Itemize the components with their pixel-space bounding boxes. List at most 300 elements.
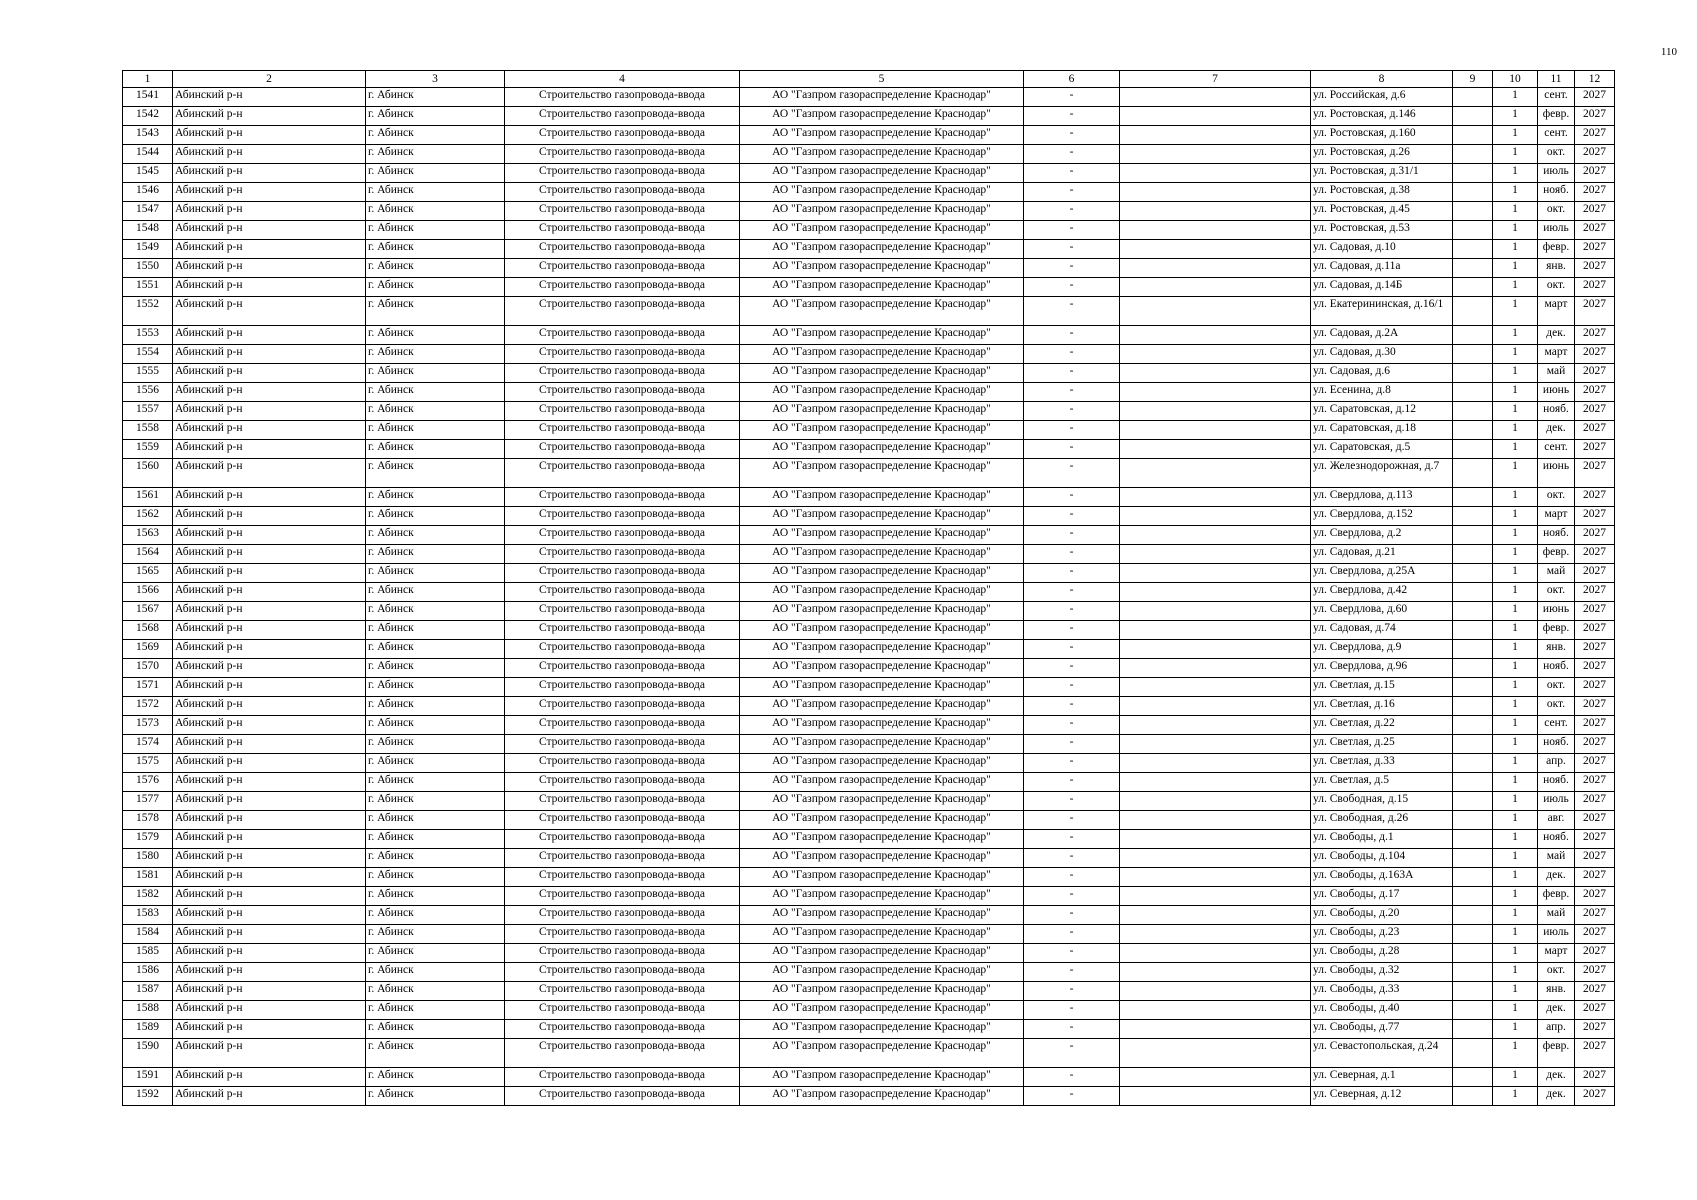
cell-organization: АО "Газпром газораспределение Краснодар" xyxy=(740,792,1024,811)
cell-settlement: г. Абинск xyxy=(366,830,505,849)
cell-quantity: 1 xyxy=(1493,488,1538,507)
table-row xyxy=(123,1068,1615,1087)
cell-col7 xyxy=(1120,1039,1311,1068)
cell-col9 xyxy=(1453,107,1493,126)
cell-settlement: г. Абинск xyxy=(366,868,505,887)
cell-row-number: 1565 xyxy=(123,564,173,583)
cell-col7 xyxy=(1120,1087,1311,1106)
cell-settlement: г. Абинск xyxy=(366,126,505,145)
cell-col9 xyxy=(1453,126,1493,145)
cell-row-number: 1586 xyxy=(123,963,173,982)
cell-col7 xyxy=(1120,326,1311,345)
cell-quantity: 1 xyxy=(1493,278,1538,297)
cell-organization: АО "Газпром газораспределение Краснодар" xyxy=(740,811,1024,830)
cell-district: Абинский р-н xyxy=(173,735,366,754)
cell-work-type: Строительство газопровода-ввода xyxy=(505,526,740,545)
table-row xyxy=(123,107,1615,126)
cell-work-type: Строительство газопровода-ввода xyxy=(505,88,740,107)
cell-organization: АО "Газпром газораспределение Краснодар" xyxy=(740,583,1024,602)
table-row xyxy=(123,88,1615,107)
cell-organization: АО "Газпром газораспределение Краснодар" xyxy=(740,526,1024,545)
cell-row-number: 1558 xyxy=(123,421,173,440)
cell-year: 2027 xyxy=(1575,868,1615,887)
cell-quantity: 1 xyxy=(1493,944,1538,963)
cell-organization: АО "Газпром газораспределение Краснодар" xyxy=(740,202,1024,221)
cell-address: ул. Свободы, д.17 xyxy=(1311,887,1453,906)
cell-row-number: 1590 xyxy=(123,1039,173,1068)
cell-col7 xyxy=(1120,240,1311,259)
cell-quantity: 1 xyxy=(1493,716,1538,735)
table-row xyxy=(123,183,1615,202)
cell-year: 2027 xyxy=(1575,1039,1615,1068)
cell-col9 xyxy=(1453,735,1493,754)
cell-col6: - xyxy=(1024,583,1120,602)
cell-work-type: Строительство газопровода-ввода xyxy=(505,621,740,640)
cell-col9 xyxy=(1453,1087,1493,1106)
cell-year: 2027 xyxy=(1575,126,1615,145)
cell-quantity: 1 xyxy=(1493,754,1538,773)
cell-col6: - xyxy=(1024,887,1120,906)
cell-organization: АО "Газпром газораспределение Краснодар" xyxy=(740,1068,1024,1087)
column-header-7: 7 xyxy=(1120,71,1311,88)
cell-quantity: 1 xyxy=(1493,982,1538,1001)
cell-col6: - xyxy=(1024,868,1120,887)
cell-quantity: 1 xyxy=(1493,621,1538,640)
cell-settlement: г. Абинск xyxy=(366,297,505,326)
cell-year: 2027 xyxy=(1575,887,1615,906)
cell-col7 xyxy=(1120,754,1311,773)
cell-col6: - xyxy=(1024,421,1120,440)
cell-district: Абинский р-н xyxy=(173,602,366,621)
cell-settlement: г. Абинск xyxy=(366,659,505,678)
cell-district: Абинский р-н xyxy=(173,849,366,868)
cell-address: ул. Северная, д.12 xyxy=(1311,1087,1453,1106)
cell-organization: АО "Газпром газораспределение Краснодар" xyxy=(740,887,1024,906)
cell-work-type: Строительство газопровода-ввода xyxy=(505,202,740,221)
table-row xyxy=(123,754,1615,773)
cell-settlement: г. Абинск xyxy=(366,925,505,944)
cell-address: ул. Свободы, д.33 xyxy=(1311,982,1453,1001)
cell-col9 xyxy=(1453,278,1493,297)
cell-col6: - xyxy=(1024,982,1120,1001)
cell-col9 xyxy=(1453,183,1493,202)
cell-quantity: 1 xyxy=(1493,383,1538,402)
cell-col6: - xyxy=(1024,145,1120,164)
cell-district: Абинский р-н xyxy=(173,88,366,107)
cell-col7 xyxy=(1120,621,1311,640)
cell-col7 xyxy=(1120,583,1311,602)
cell-year: 2027 xyxy=(1575,792,1615,811)
cell-settlement: г. Абинск xyxy=(366,1001,505,1020)
cell-organization: АО "Газпром газораспределение Краснодар" xyxy=(740,297,1024,326)
cell-month: февр. xyxy=(1538,621,1575,640)
cell-year: 2027 xyxy=(1575,240,1615,259)
cell-col7 xyxy=(1120,488,1311,507)
cell-row-number: 1589 xyxy=(123,1020,173,1039)
cell-work-type: Строительство газопровода-ввода xyxy=(505,735,740,754)
column-header-2: 2 xyxy=(173,71,366,88)
table-row xyxy=(123,345,1615,364)
cell-row-number: 1566 xyxy=(123,583,173,602)
cell-col7 xyxy=(1120,868,1311,887)
cell-col9 xyxy=(1453,145,1493,164)
cell-row-number: 1556 xyxy=(123,383,173,402)
cell-row-number: 1585 xyxy=(123,944,173,963)
cell-work-type: Строительство газопровода-ввода xyxy=(505,278,740,297)
cell-col7 xyxy=(1120,1001,1311,1020)
cell-address: ул. Светлая, д.5 xyxy=(1311,773,1453,792)
cell-work-type: Строительство газопровода-ввода xyxy=(505,364,740,383)
cell-quantity: 1 xyxy=(1493,526,1538,545)
table-row xyxy=(123,792,1615,811)
cell-year: 2027 xyxy=(1575,963,1615,982)
cell-organization: АО "Газпром газораспределение Краснодар" xyxy=(740,944,1024,963)
table-row xyxy=(123,963,1615,982)
cell-quantity: 1 xyxy=(1493,906,1538,925)
cell-year: 2027 xyxy=(1575,944,1615,963)
cell-year: 2027 xyxy=(1575,488,1615,507)
cell-col9 xyxy=(1453,297,1493,326)
cell-address: ул. Садовая, д.30 xyxy=(1311,345,1453,364)
cell-col7 xyxy=(1120,735,1311,754)
cell-year: 2027 xyxy=(1575,830,1615,849)
cell-row-number: 1548 xyxy=(123,221,173,240)
cell-year: 2027 xyxy=(1575,583,1615,602)
cell-year: 2027 xyxy=(1575,507,1615,526)
cell-settlement: г. Абинск xyxy=(366,488,505,507)
cell-row-number: 1562 xyxy=(123,507,173,526)
cell-organization: АО "Газпром газораспределение Краснодар" xyxy=(740,849,1024,868)
cell-work-type: Строительство газопровода-ввода xyxy=(505,1087,740,1106)
cell-col6: - xyxy=(1024,925,1120,944)
cell-quantity: 1 xyxy=(1493,183,1538,202)
cell-year: 2027 xyxy=(1575,621,1615,640)
cell-district: Абинский р-н xyxy=(173,583,366,602)
cell-year: 2027 xyxy=(1575,982,1615,1001)
cell-col6: - xyxy=(1024,1039,1120,1068)
cell-district: Абинский р-н xyxy=(173,364,366,383)
cell-address: ул. Светлая, д.22 xyxy=(1311,716,1453,735)
cell-col7 xyxy=(1120,507,1311,526)
cell-organization: АО "Газпром газораспределение Краснодар" xyxy=(740,1020,1024,1039)
cell-row-number: 1557 xyxy=(123,402,173,421)
cell-settlement: г. Абинск xyxy=(366,1039,505,1068)
cell-work-type: Строительство газопровода-ввода xyxy=(505,982,740,1001)
cell-year: 2027 xyxy=(1575,1087,1615,1106)
cell-row-number: 1573 xyxy=(123,716,173,735)
cell-settlement: г. Абинск xyxy=(366,507,505,526)
cell-district: Абинский р-н xyxy=(173,925,366,944)
cell-col7 xyxy=(1120,126,1311,145)
cell-quantity: 1 xyxy=(1493,1068,1538,1087)
table-row xyxy=(123,982,1615,1001)
cell-settlement: г. Абинск xyxy=(366,754,505,773)
cell-organization: АО "Газпром газораспределение Краснодар" xyxy=(740,88,1024,107)
cell-month: окт. xyxy=(1538,278,1575,297)
table-row xyxy=(123,164,1615,183)
cell-col6: - xyxy=(1024,906,1120,925)
table-row xyxy=(123,326,1615,345)
cell-work-type: Строительство газопровода-ввода xyxy=(505,259,740,278)
cell-organization: АО "Газпром газораспределение Краснодар" xyxy=(740,364,1024,383)
cell-quantity: 1 xyxy=(1493,545,1538,564)
cell-col9 xyxy=(1453,944,1493,963)
cell-month: окт. xyxy=(1538,583,1575,602)
cell-work-type: Строительство газопровода-ввода xyxy=(505,545,740,564)
cell-settlement: г. Абинск xyxy=(366,716,505,735)
cell-col6: - xyxy=(1024,640,1120,659)
cell-month: дек. xyxy=(1538,1087,1575,1106)
table-row xyxy=(123,716,1615,735)
cell-col6: - xyxy=(1024,126,1120,145)
cell-work-type: Строительство газопровода-ввода xyxy=(505,126,740,145)
page-number: 110 xyxy=(1660,46,1677,58)
cell-month: март xyxy=(1538,507,1575,526)
cell-month: окт. xyxy=(1538,202,1575,221)
cell-year: 2027 xyxy=(1575,297,1615,326)
cell-col9 xyxy=(1453,754,1493,773)
cell-work-type: Строительство газопровода-ввода xyxy=(505,944,740,963)
table-row xyxy=(123,526,1615,545)
cell-district: Абинский р-н xyxy=(173,887,366,906)
cell-address: ул. Свободы, д.104 xyxy=(1311,849,1453,868)
cell-work-type: Строительство газопровода-ввода xyxy=(505,297,740,326)
cell-col7 xyxy=(1120,183,1311,202)
cell-quantity: 1 xyxy=(1493,564,1538,583)
table-row xyxy=(123,621,1615,640)
cell-address: ул. Ростовская, д.31/1 xyxy=(1311,164,1453,183)
cell-col9 xyxy=(1453,602,1493,621)
cell-quantity: 1 xyxy=(1493,364,1538,383)
cell-row-number: 1583 xyxy=(123,906,173,925)
cell-settlement: г. Абинск xyxy=(366,221,505,240)
cell-row-number: 1578 xyxy=(123,811,173,830)
cell-settlement: г. Абинск xyxy=(366,906,505,925)
column-header-1: 1 xyxy=(123,71,173,88)
cell-district: Абинский р-н xyxy=(173,459,366,488)
cell-work-type: Строительство газопровода-ввода xyxy=(505,1039,740,1068)
cell-district: Абинский р-н xyxy=(173,1020,366,1039)
cell-row-number: 1567 xyxy=(123,602,173,621)
cell-address: ул. Севастопольская, д.24 xyxy=(1311,1039,1453,1068)
cell-col6: - xyxy=(1024,1087,1120,1106)
table-row xyxy=(123,240,1615,259)
cell-month: авг. xyxy=(1538,811,1575,830)
cell-address: ул. Ростовская, д.146 xyxy=(1311,107,1453,126)
cell-year: 2027 xyxy=(1575,526,1615,545)
cell-organization: АО "Газпром газораспределение Краснодар" xyxy=(740,440,1024,459)
cell-col9 xyxy=(1453,887,1493,906)
cell-district: Абинский р-н xyxy=(173,982,366,1001)
cell-col9 xyxy=(1453,221,1493,240)
cell-month: февр. xyxy=(1538,240,1575,259)
cell-month: нояб. xyxy=(1538,659,1575,678)
cell-year: 2027 xyxy=(1575,183,1615,202)
column-header-11: 11 xyxy=(1538,71,1575,88)
cell-month: нояб. xyxy=(1538,773,1575,792)
cell-address: ул. Ростовская, д.26 xyxy=(1311,145,1453,164)
column-header-10: 10 xyxy=(1493,71,1538,88)
cell-settlement: г. Абинск xyxy=(366,944,505,963)
cell-district: Абинский р-н xyxy=(173,259,366,278)
cell-month: июль xyxy=(1538,221,1575,240)
cell-district: Абинский р-н xyxy=(173,678,366,697)
cell-organization: АО "Газпром газораспределение Краснодар" xyxy=(740,488,1024,507)
cell-work-type: Строительство газопровода-ввода xyxy=(505,925,740,944)
cell-row-number: 1544 xyxy=(123,145,173,164)
cell-month: май xyxy=(1538,564,1575,583)
cell-address: ул. Российская, д.6 xyxy=(1311,88,1453,107)
cell-row-number: 1576 xyxy=(123,773,173,792)
cell-col7 xyxy=(1120,830,1311,849)
cell-month: февр. xyxy=(1538,887,1575,906)
cell-work-type: Строительство газопровода-ввода xyxy=(505,754,740,773)
cell-col6: - xyxy=(1024,278,1120,297)
table-row xyxy=(123,402,1615,421)
cell-quantity: 1 xyxy=(1493,811,1538,830)
cell-organization: АО "Газпром газораспределение Краснодар" xyxy=(740,602,1024,621)
cell-address: ул. Садовая, д.14Б xyxy=(1311,278,1453,297)
cell-organization: АО "Газпром газораспределение Краснодар" xyxy=(740,183,1024,202)
cell-address: ул. Свердлова, д.42 xyxy=(1311,583,1453,602)
cell-district: Абинский р-н xyxy=(173,697,366,716)
cell-district: Абинский р-н xyxy=(173,621,366,640)
cell-row-number: 1553 xyxy=(123,326,173,345)
column-header-8: 8 xyxy=(1311,71,1453,88)
cell-year: 2027 xyxy=(1575,640,1615,659)
table-row xyxy=(123,906,1615,925)
cell-organization: АО "Газпром газораспределение Краснодар" xyxy=(740,868,1024,887)
cell-organization: АО "Газпром газораспределение Краснодар" xyxy=(740,1001,1024,1020)
cell-col6: - xyxy=(1024,297,1120,326)
cell-row-number: 1571 xyxy=(123,678,173,697)
cell-col9 xyxy=(1453,697,1493,716)
cell-settlement: г. Абинск xyxy=(366,811,505,830)
cell-month: дек. xyxy=(1538,1068,1575,1087)
cell-col7 xyxy=(1120,887,1311,906)
cell-col7 xyxy=(1120,1020,1311,1039)
cell-organization: АО "Газпром газораспределение Краснодар" xyxy=(740,716,1024,735)
cell-quantity: 1 xyxy=(1493,202,1538,221)
cell-month: март xyxy=(1538,297,1575,326)
table-row xyxy=(123,1020,1615,1039)
cell-district: Абинский р-н xyxy=(173,1087,366,1106)
cell-row-number: 1564 xyxy=(123,545,173,564)
cell-organization: АО "Газпром газораспределение Краснодар" xyxy=(740,459,1024,488)
cell-settlement: г. Абинск xyxy=(366,849,505,868)
cell-col7 xyxy=(1120,944,1311,963)
cell-col9 xyxy=(1453,364,1493,383)
cell-address: ул. Свободы, д.1 xyxy=(1311,830,1453,849)
cell-col7 xyxy=(1120,421,1311,440)
cell-col7 xyxy=(1120,278,1311,297)
cell-settlement: г. Абинск xyxy=(366,440,505,459)
cell-quantity: 1 xyxy=(1493,1020,1538,1039)
cell-month: февр. xyxy=(1538,1039,1575,1068)
cell-month: нояб. xyxy=(1538,402,1575,421)
cell-year: 2027 xyxy=(1575,545,1615,564)
cell-address: ул. Свободы, д.40 xyxy=(1311,1001,1453,1020)
table-row xyxy=(123,773,1615,792)
cell-work-type: Строительство газопровода-ввода xyxy=(505,830,740,849)
table-row xyxy=(123,507,1615,526)
cell-district: Абинский р-н xyxy=(173,963,366,982)
cell-col6: - xyxy=(1024,754,1120,773)
table-row xyxy=(123,440,1615,459)
cell-year: 2027 xyxy=(1575,735,1615,754)
cell-settlement: г. Абинск xyxy=(366,326,505,345)
cell-quantity: 1 xyxy=(1493,164,1538,183)
cell-month: дек. xyxy=(1538,326,1575,345)
cell-year: 2027 xyxy=(1575,564,1615,583)
cell-organization: АО "Газпром газораспределение Краснодар" xyxy=(740,545,1024,564)
cell-row-number: 1545 xyxy=(123,164,173,183)
cell-month: июнь xyxy=(1538,383,1575,402)
cell-settlement: г. Абинск xyxy=(366,1087,505,1106)
cell-row-number: 1543 xyxy=(123,126,173,145)
table-row xyxy=(123,221,1615,240)
table-row xyxy=(123,278,1615,297)
cell-district: Абинский р-н xyxy=(173,297,366,326)
cell-col6: - xyxy=(1024,963,1120,982)
cell-address: ул. Свердлова, д.152 xyxy=(1311,507,1453,526)
cell-district: Абинский р-н xyxy=(173,1068,366,1087)
cell-col7 xyxy=(1120,697,1311,716)
cell-district: Абинский р-н xyxy=(173,440,366,459)
cell-organization: АО "Газпром газораспределение Краснодар" xyxy=(740,982,1024,1001)
column-header-5: 5 xyxy=(740,71,1024,88)
cell-address: ул. Свердлова, д.2 xyxy=(1311,526,1453,545)
cell-quantity: 1 xyxy=(1493,145,1538,164)
cell-col6: - xyxy=(1024,678,1120,697)
register-table xyxy=(122,70,1615,1106)
cell-address: ул. Садовая, д.21 xyxy=(1311,545,1453,564)
cell-month: янв. xyxy=(1538,259,1575,278)
cell-row-number: 1546 xyxy=(123,183,173,202)
header-row xyxy=(123,71,1615,88)
cell-col9 xyxy=(1453,402,1493,421)
cell-col9 xyxy=(1453,526,1493,545)
cell-organization: АО "Газпром газораспределение Краснодар" xyxy=(740,754,1024,773)
cell-month: июнь xyxy=(1538,602,1575,621)
cell-year: 2027 xyxy=(1575,107,1615,126)
cell-month: окт. xyxy=(1538,697,1575,716)
cell-col9 xyxy=(1453,488,1493,507)
cell-work-type: Строительство газопровода-ввода xyxy=(505,678,740,697)
cell-work-type: Строительство газопровода-ввода xyxy=(505,145,740,164)
table-row xyxy=(123,421,1615,440)
cell-month: нояб. xyxy=(1538,830,1575,849)
cell-col9 xyxy=(1453,202,1493,221)
cell-address: ул. Железнодорожная, д.7 xyxy=(1311,459,1453,488)
cell-year: 2027 xyxy=(1575,925,1615,944)
cell-address: ул. Саратовская, д.18 xyxy=(1311,421,1453,440)
cell-row-number: 1572 xyxy=(123,697,173,716)
cell-organization: АО "Газпром газораспределение Краснодар" xyxy=(740,259,1024,278)
table-row xyxy=(123,697,1615,716)
cell-work-type: Строительство газопровода-ввода xyxy=(505,564,740,583)
cell-address: ул. Свободы, д.77 xyxy=(1311,1020,1453,1039)
cell-settlement: г. Абинск xyxy=(366,383,505,402)
cell-col9 xyxy=(1453,88,1493,107)
cell-quantity: 1 xyxy=(1493,107,1538,126)
cell-work-type: Строительство газопровода-ввода xyxy=(505,963,740,982)
cell-col9 xyxy=(1453,421,1493,440)
cell-month: нояб. xyxy=(1538,526,1575,545)
cell-quantity: 1 xyxy=(1493,1087,1538,1106)
cell-month: июль xyxy=(1538,925,1575,944)
cell-settlement: г. Абинск xyxy=(366,1068,505,1087)
